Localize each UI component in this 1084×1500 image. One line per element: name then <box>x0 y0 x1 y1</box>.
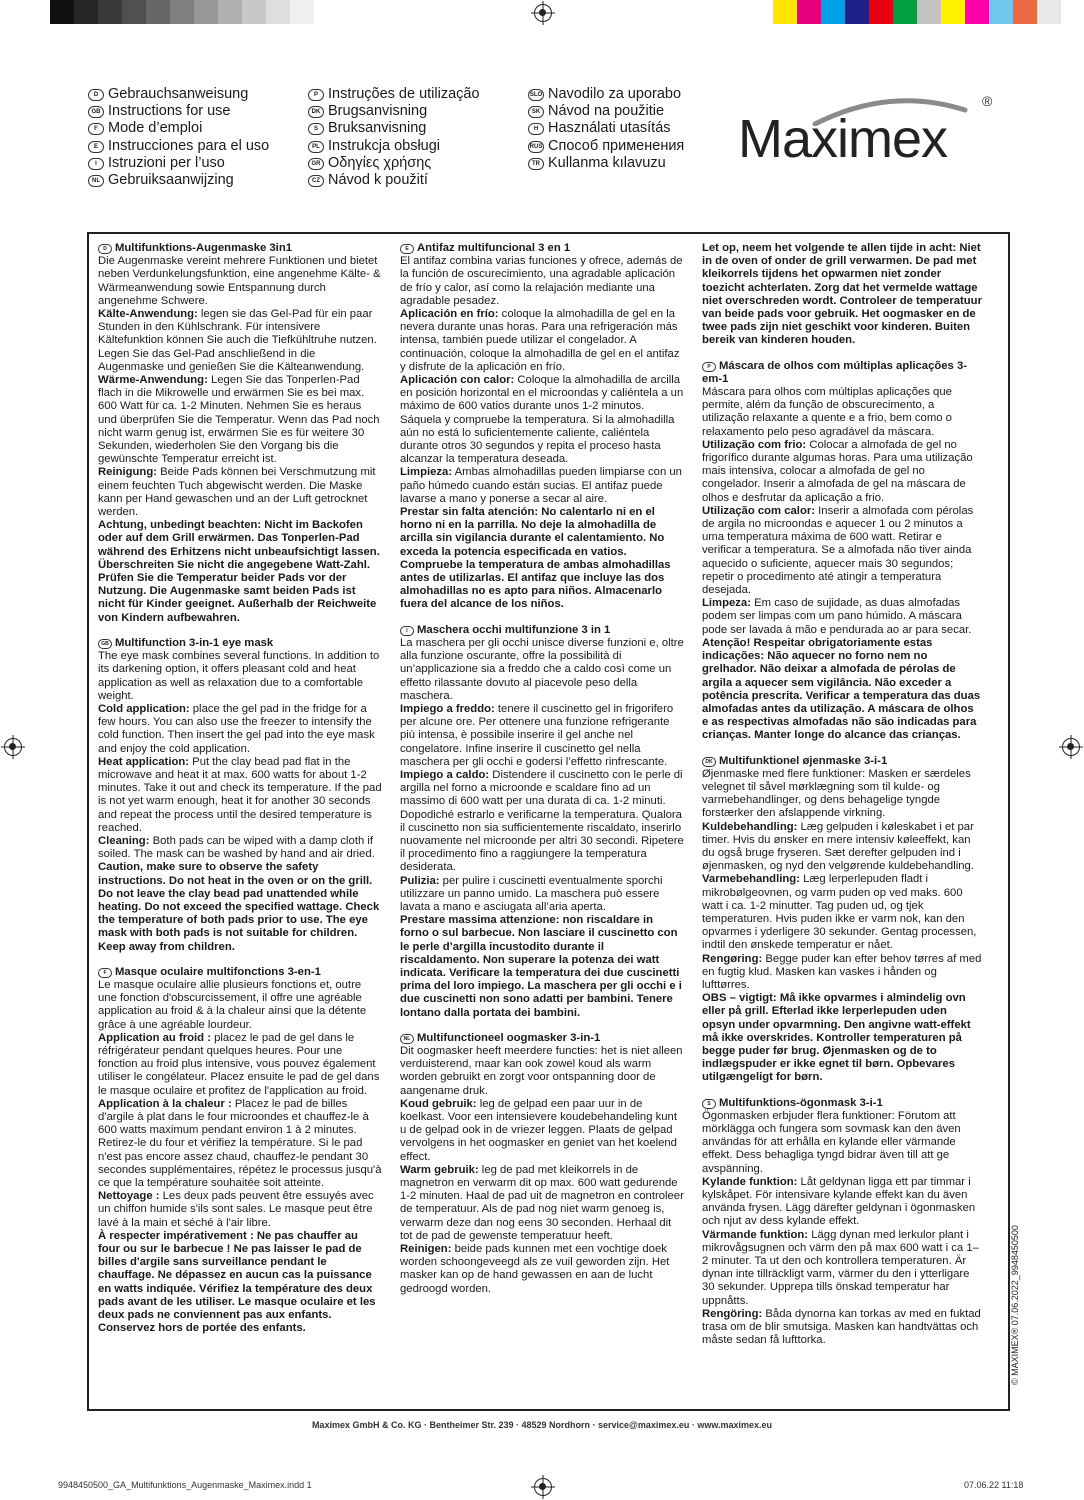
safety-warning-text: Atenção! Respeitar obrigatoriamente estas indicações: Não aquecer no forno nem no grelhador. Não deixar a almofada de pérolas de argila a aquecer sem vigilância. Não exceder a potência prescrita. Verificar a temperatura das duas almofadas antes da utilização. A máscara de olhos e as respectivas almofadas não são indicadas para crianças. Manter longe do alcance das crianças. <box>702 636 981 742</box>
paragraph-text: Låt geldynan ligga ett par timmar i kylskåpet. För intensivare kylande effekt kan du även använda frysen. Lägg därefter geldynan i ögonmasken och njut av dess kylande effekt. <box>702 1175 976 1228</box>
text-column-3 <box>702 242 982 1407</box>
paragraph-text: coloque la almohadilla de gel en la nevera durante unas horas. Para una refrigeración más intensa, también puede utilizar el congelador. A continuación, coloque la almohadilla de gel en el antifaz y disfrute de la aplicación en frío. <box>400 308 680 373</box>
paragraph <box>400 374 685 466</box>
paragraph <box>702 597 982 637</box>
paragraph-text: Le masque oculaire allie plusieurs fonctions et, outre une fonction d'obscurcissement, il offre une agréable application au froid & à la chaleur ainsi que la détente grâce à une agréable lourdeur. <box>98 978 367 1031</box>
language-item <box>528 86 684 103</box>
paragraph-text: Both pads can be wiped with a damp cloth if soiled. The mask can be washed by hand and air dried. <box>98 834 375 861</box>
paragraph-label: Impiego a freddo: <box>400 702 495 715</box>
paragraph-text: Colocar a almofada de gel no frigorífico durante algumas horas. Para uma utilização mais intensiva, colocar a almofada de gel no congelador. Inserir a almofada de gel na máscara de olhos e desfrutar da aplicação a frio. <box>702 438 973 504</box>
paragraph <box>400 703 685 769</box>
paragraph <box>98 1230 383 1336</box>
gray-swatch <box>290 0 314 24</box>
paragraph <box>400 637 685 703</box>
paragraph <box>98 255 383 308</box>
language-label: Gebruiksaanwijzing <box>108 172 234 189</box>
paragraph-text: per pulire i cuscinetti eventualmente sporchi utilizzare un panno umido. La maschera può essere lavata a mano e asciugata all’aria aperta. <box>400 874 663 913</box>
language-item <box>308 138 480 155</box>
language-item <box>88 103 269 120</box>
paragraph <box>400 1164 685 1243</box>
grayscale-color-bar <box>50 0 314 24</box>
language-label: Návod k použití <box>328 172 428 189</box>
language-label: Gebrauchsanweisung <box>108 86 249 102</box>
color-swatch <box>989 0 1013 24</box>
paragraph-label: Värmande funktion: <box>702 1228 809 1241</box>
color-swatch <box>893 0 917 24</box>
paragraph-label: Reinigen: <box>400 1243 452 1256</box>
language-code-badge: RUS <box>528 141 544 153</box>
paragraph <box>400 1098 685 1164</box>
paragraph <box>702 1229 982 1308</box>
paragraph <box>400 506 685 612</box>
color-swatch <box>941 0 965 24</box>
safety-warning-text: À respecter impérativement : Ne pas chauffer au four ou sur le barbecue ! Ne pas laisser le pad de billes d'argile sans surveillance pendant le chauffage. Ne dépassez en aucun cas la puissance en watts indiquée. Vérifiez la température des deux pads avant de les utiliser. Le masque oculaire et les deux pads ne conviennent pas aux enfants. Conservez hors de portée des enfants. <box>98 1229 376 1335</box>
paragraph-text: La maschera per gli occhi unisce diverse funzioni e, oltre alla funzione oscurante, offre la possibilità di un’applicazione sia a freddo che a caldo così come un effetto rilassante dovuto al piacevole peso della maschera. <box>400 636 684 702</box>
language-label: Brugsanvisning <box>328 103 428 120</box>
language-code-badge: NL <box>400 1034 414 1044</box>
paragraph-label: Kälte-Anwendung: <box>98 308 198 321</box>
paragraph <box>400 308 685 374</box>
language-label: Instrucciones para el uso <box>108 137 270 154</box>
section-heading <box>400 242 685 255</box>
paragraph-text: Ambas almohadillas pueden limpiarse con un paño húmedo cuando están sucias. El antifaz puede lavarse a mano y ponerse a secar al aire. <box>400 466 682 505</box>
paragraph <box>98 1190 383 1230</box>
gray-swatch <box>242 0 266 24</box>
language-label: Instruções de utilização <box>328 86 480 102</box>
language-label: Bruksanvisning <box>328 120 427 137</box>
section-title: Antifaz multifuncional 3 en 1 <box>417 242 571 254</box>
brand-logo: Maximex <box>738 109 948 169</box>
paragraph-text: Put the clay bead pad flat in the microwave and heat it at max. 600 watts for about 1-2 minutes. Take it out and check its temperature. If the pad is not yet warm enough, heat it for another 30 seconds and repeat the process until the desired temperature is reached. <box>98 755 382 834</box>
language-code-badge: F <box>88 123 104 135</box>
color-swatch <box>797 0 821 24</box>
language-section <box>702 360 982 743</box>
paragraph-label: Limpeza: <box>702 597 751 610</box>
language-section <box>702 242 982 348</box>
paragraph-label: Rengøring: <box>702 952 763 965</box>
paragraph-label: Impiego a caldo: <box>400 768 490 781</box>
paragraph-text: legen sie das Gel-Pad für ein paar Stunden in den Kühlschrank. Für intensivere Kältefunktion können Sie auch die Tiefkühltruhe nutzen. Legen Sie das Gel-Pad anschließend in die Augenmaske und genießen Sie die Kälteanwendung. <box>98 308 377 373</box>
date-slug: 07.06.22 11:18 <box>964 1480 1024 1490</box>
color-swatch <box>917 0 941 24</box>
language-item <box>308 103 480 120</box>
safety-warning-text: Caution, make sure to observe the safety instructions. Do not heat in the oven or on the grill. Do not leave the clay bead pad unattended while heating. Do not exceed the specified wattage. Check the temperature of both pads prior to use. The eye mask with both pads is not suitable for children. Keep away from children. <box>98 861 380 953</box>
language-code-badge: DK <box>308 106 324 118</box>
color-swatch <box>845 0 869 24</box>
language-label: Instrukcja obsługi <box>328 137 441 154</box>
language-section <box>98 966 383 1336</box>
section-title: Multifunktions-ögonmask 3-i-1 <box>719 1096 883 1109</box>
paragraph-label: Pulizia: <box>400 874 440 887</box>
paragraph-text: place the gel pad in the fridge for a few hours. You can also use the freezer to intensify the cold function. Then insert the gel pad into the eye mask and enjoy the cold application. <box>98 702 375 755</box>
paragraph-label: Rengöring: <box>702 1307 763 1320</box>
text-column-2 <box>400 242 685 1407</box>
language-section <box>702 755 982 1085</box>
color-swatch <box>1013 0 1037 24</box>
section-title: Multifunktions-Augenmaske 3in1 <box>115 242 293 254</box>
language-item <box>308 155 480 172</box>
paragraph <box>98 835 383 861</box>
paragraph-label: Wärme-Anwendung: <box>98 374 208 387</box>
paragraph-text: Placez le pad de billes d'argile à plat dans le four microondes et chauffez-le à 600 watts maximum pendant environ 1 à 2 minutes. Retirez-le du four et vérifiez la température. Si le pad n'est pas encore assez chaud, chauffez-le pendant 30 secondes supplémentaires, répétez le processus jusqu'à ce que la température souhaitée soit atteinte. <box>98 1097 382 1190</box>
paragraph <box>98 519 383 625</box>
language-item <box>528 138 684 155</box>
paragraph-text: Læg lerperlepuden fladt i mikrobølgeovnen, og varm puden op ved maks. 600 watt i ca. 1-2 minutter. Tag puden ud, og tjek temperaturen. Hvis puden ikke er varm nok, kan den opvarmes i yderligere 30 sekunder. Gentag processen, indtil den ønskede temperatur er nået. <box>702 873 977 952</box>
paragraph-label: Reinigung: <box>98 466 157 479</box>
language-code-badge: SK <box>528 106 544 118</box>
language-code-badge: E <box>88 141 104 153</box>
section-title: Multifunktionel øjenmaske 3-i-1 <box>719 754 888 767</box>
paragraph <box>98 466 383 519</box>
paragraph <box>702 439 982 505</box>
paragraph-text: Distendere il cuscinetto con le perle di argilla nel forno a microonde e scaldare fino ad un massimo di 600 watt per una durata di ca. 1-2 minuti. Dopodiché estrarlo e verificarne la temperatura. Qualora il cuscinetto non sia sufficientemente riscaldato, inserirlo nuovamente nel microonde per altri 30 secondi. Ripetere il procedimento fino a raggiungere la temperatura desiderata. <box>400 768 684 874</box>
language-section <box>400 1032 685 1296</box>
language-code-badge: NL <box>88 175 104 187</box>
safety-warning-text: Prestar sin falta atención: No calentarlo ni en el horno ni en la parrilla. No deje la almohadilla de arcilla sin vigilancia durante el calentamiento. No exceda la potencia especificada en vatios. Compruebe la temperatura de ambas almohadillas antes de utilizarlas. El antifaz que incluye las dos almohadillas no es apto para niños. Almacenarlo fuera del alcance de los niños. <box>400 506 671 611</box>
safety-warning-text: Let op, neem het volgende te allen tijde in acht: Niet in de oven of onder de grill verwarmen. De pad met kleikorrels tijdens het opwarmen niet zonder toezicht achterlaten. Zorg dat het vermelde wattage niet overschreden wordt. Controleer de temperatuur van beide pads voor gebruik. Het oogmasker en de twee pads zijn niet geschikt voor kinderen. Buiten bereik van kinderen houden. <box>702 242 982 347</box>
language-section <box>400 624 685 1020</box>
color-swatch <box>869 0 893 24</box>
paragraph <box>702 768 982 821</box>
paragraph-label: Aplicación en frío: <box>400 308 499 321</box>
language-list-1 <box>88 86 269 189</box>
language-code-badge: P <box>702 362 716 372</box>
language-code-badge: SLO <box>528 89 544 101</box>
paragraph <box>702 1110 982 1176</box>
language-label: Návod na použitie <box>548 103 665 120</box>
language-list-2 <box>308 86 480 189</box>
paragraph-text: beide pads kunnen met een vochtige doek worden schoongeveegd als ze vuil geworden zijn. Het masker kan op de hand gewassen en aan de lucht gedroogd worden. <box>400 1243 670 1295</box>
paragraph <box>98 1098 383 1190</box>
language-label: Használati utasítás <box>548 120 671 137</box>
language-code-badge: DK <box>702 757 716 767</box>
language-code-badge: PL <box>308 141 324 153</box>
language-code-badge: F <box>98 968 112 978</box>
section-heading <box>98 242 383 255</box>
paragraph <box>98 979 383 1032</box>
language-code-badge: CZ <box>308 175 324 187</box>
section-heading <box>400 624 685 637</box>
paragraph <box>400 1243 685 1296</box>
language-code-badge: I <box>88 158 104 170</box>
language-code-badge: E <box>400 244 414 254</box>
paragraph-label: Cold application: <box>98 702 190 715</box>
paragraph <box>400 255 685 308</box>
section-title: Masque oculaire multifonctions 3-en-1 <box>115 965 321 978</box>
language-item <box>528 120 684 137</box>
paragraph <box>400 914 685 1020</box>
paragraph-text: leg de gelpad een paar uur in de koelkast. Voor een intensievere koudebehandeling kunt u de gelpad ook in de vriezer leggen. Plaats de gelpad vervolgens in het oogmasker en geniet van het koelend effect. <box>400 1097 677 1163</box>
gray-swatch <box>218 0 242 24</box>
registration-mark-right <box>1062 738 1080 756</box>
language-section <box>98 637 383 954</box>
paragraph-text: Ögonmasken erbjuder flera funktioner: Förutom att mörklägga och fungera som sovmask kan den även användas för att erhålla en kylande eller värmande effekt. Dess behagliga tyngd bidrar även till att ge avspänning. <box>702 1109 961 1175</box>
paragraph-text: Dit oogmasker heeft meerdere functies: het is niet alleen verduisterend, maar kan ook zowel koud als warm worden gebruikt en zorgt voor ontspanning door de aangename druk. <box>400 1044 683 1097</box>
paragraph <box>98 650 383 703</box>
language-item <box>88 138 269 155</box>
paragraph <box>702 386 982 439</box>
paragraph-text: Båda dynorna kan torkas av med en fuktad trasa om de blir smutsiga. Masken kan handtvättas och måste sedan få lufttorka. <box>702 1307 981 1347</box>
safety-warning-text: OBS – vigtigt: Må ikke opvarmes i almindelig ovn eller på grill. Efterlad ikke lerperlepuden uden opsyn under opvarmning. Den angivne watt-effekt må ikke overskrides. Kontroller temperaturen på begge puder før brug. Øjenmasken og de to indlægspuder er ikke egnet til børn. Opbevares utilgængeligt for børn. <box>702 992 971 1084</box>
paragraph-text: leg de pad met kleikorrels in de magnetron en verwarm dit op max. 600 watt gedurende 1-2 minuten. Haal de pad uit de magnetron en controleer de temperatuur. Als de pad nog niet warm genoeg is, verwarm deze dan nog eens 30 seconden. Herhaal dit tot de pad de gewenste temperatuur heeft. <box>400 1163 684 1242</box>
paragraph-text: tenere il cuscinetto gel in frigorifero per alcune ore. Per ottenere una funzione refrigerante più intensa, è possibile inserire il gel anche nel congelatore. Infine inserire il cuscinetto gel nella maschera per gli occhi e godersi l’effetto rinfrescante. <box>400 702 674 768</box>
language-code-badge: D <box>98 244 112 254</box>
section-title: Maschera occhi multifunzione 3 in 1 <box>417 623 611 636</box>
section-title: Multifunctioneel oogmasker 3-in-1 <box>417 1031 601 1044</box>
gray-swatch <box>74 0 98 24</box>
section-title: Multifunction 3-in-1 eye mask <box>115 636 274 649</box>
paragraph-label: Nettoyage : <box>98 1190 160 1203</box>
paragraph-label: Kylande funktion: <box>702 1175 798 1188</box>
language-label: Navodilo za uporabo <box>548 86 682 102</box>
language-code-badge: TR <box>528 158 544 170</box>
language-code-badge: S <box>702 1099 716 1109</box>
language-item <box>528 103 684 120</box>
paragraph <box>702 637 982 743</box>
gray-swatch <box>194 0 218 24</box>
language-item <box>308 120 480 137</box>
gray-swatch <box>50 0 74 24</box>
language-item <box>308 172 480 189</box>
section-title: Máscara de olhos com múltiplas aplicações 3-em-1 <box>702 359 967 385</box>
paragraph-label: Warm gebruik: <box>400 1163 479 1176</box>
gray-swatch <box>122 0 146 24</box>
language-item <box>88 155 269 172</box>
paragraph <box>702 992 982 1084</box>
paragraph-text: Lägg dynan med lerkulor plant i mikrovågsugnen och värm den på max 600 watt i ca 1–2 minuter. Ta ut den och kontrollera temperaturen. Är dynan inte tillräckligt varm, värmer du den i ytterligare 30 sekunder. Upprepa tills önskad temperatur har uppnåtts. <box>702 1228 979 1307</box>
paragraph-label: Application à la chaleur : <box>98 1097 232 1110</box>
paragraph-label: Limpieza: <box>400 466 453 479</box>
paragraph-label: Utilização com calor: <box>702 504 816 517</box>
paragraph-text: Em caso de sujidade, as duas almofadas podem ser limpas com um pano húmido. A máscara pode ser lavada à mão e pendurada ao ar para secar. <box>702 597 972 636</box>
registered-mark: ® <box>982 93 993 109</box>
color-swatch <box>821 0 845 24</box>
language-code-badge: H <box>528 123 544 135</box>
paragraph-text: Læg gelpuden i køleskabet i et par timer. Hvis du ønsker en mere intensiv køleeffekt, kan du også bruge fryseren. Sæt derefter gelpuden ind i øjenmasken, og nyd den velgørende kuldebehandling. <box>702 820 974 873</box>
company-footer: Maximex GmbH & Co. KG · Bentheimer Str. 239 · 48529 Nordhorn · service@maximex.eu · www.maximex.eu <box>311 1420 773 1430</box>
language-code-badge: GR <box>308 158 324 170</box>
language-section <box>400 242 685 612</box>
paragraph-text: Máscara para olhos com múltiplas aplicações que permite, além da função de obscurecimento, a utilização relaxante a quente e a frio, bem como o relaxamento pelo peso agradável da máscara. <box>702 386 952 438</box>
registration-mark-bottom <box>534 1478 552 1496</box>
paragraph <box>702 953 982 993</box>
paragraph-label: Utilização com frio: <box>702 438 807 451</box>
color-swatch <box>773 0 797 24</box>
language-section <box>98 242 383 625</box>
registration-mark-top <box>534 4 552 22</box>
copyright-side-text: © MAXIMEX® 07.06.2022_9948450500 <box>1010 1225 1020 1385</box>
paragraph-label: Heat application: <box>98 755 190 768</box>
paragraph <box>702 821 982 874</box>
language-section <box>702 1097 982 1348</box>
language-code-badge: I <box>400 626 414 636</box>
paragraph <box>702 1308 982 1348</box>
paragraph-label: Varmebehandling: <box>702 873 800 886</box>
gray-swatch <box>98 0 122 24</box>
paragraph-text: El antifaz combina varias funciones y ofrece, además de la función de oscurecimiento, una agradable aplicación de frío y calor, así como la relajación mediante una agradable pesadez. <box>400 255 683 307</box>
paragraph <box>98 756 383 835</box>
language-code-badge: S <box>308 123 324 135</box>
paragraph <box>98 374 383 466</box>
section-heading <box>702 360 982 386</box>
paragraph <box>98 1032 383 1098</box>
paragraph <box>400 769 685 875</box>
safety-warning-text: Achtung, unbedingt beachten: Nicht im Backofen oder auf dem Grill erwärmen. Das Tonperlen-Pad während des Erhitzens nicht unbeaufsichtigt lassen. Überschreiten Sie nicht die angegebene Watt-Zahl. Prüfen Sie die Temperatur beider Pads vor der Nutzung. Die Augenmaske samt beiden Pads ist nicht für Kinder geeignet. Außerhalb der Reichweite von Kindern aufbewahren. <box>98 519 380 624</box>
paragraph <box>400 1045 685 1098</box>
language-code-badge: D <box>88 89 104 101</box>
language-item <box>308 86 480 103</box>
color-swatch <box>965 0 989 24</box>
file-slug: 9948450500_GA_Multifunktions_Augenmaske_Maximex.indd 1 <box>58 1480 312 1490</box>
paragraph <box>400 466 685 506</box>
section-heading <box>702 1097 982 1110</box>
paragraph-text: placez le pad de gel dans le réfrigérateur pendant quelques heures. Pour une fonction au froid plus intensive, vous pouvez également utiliser le congélateur. Placez ensuite le pad de gel dans le masque oculaire et profitez de l'application au froid. <box>98 1031 380 1097</box>
paragraph-text: Øjenmaske med flere funktioner: Masken er særdeles velegnet til såvel mørklægning som til kulde- og varmebehandlinger, og dens behagelige tyngde forstærker den afslappende virkning. <box>702 767 971 820</box>
gray-swatch <box>146 0 170 24</box>
language-label: Οδηγίες χρήσης <box>328 154 432 171</box>
language-item <box>88 86 269 103</box>
paragraph-text: Inserir a almofada com pérolas de argila no microondas e aquecer 1 ou 2 minutos a uma temperatura máxima de 600 watt. Retirar e verificar a temperatura. Se a almofada não tiver ainda aquecido o suficiente, aquecer mais 30 segundos; repetir o procedimento até atingir a temperatura desejada. <box>702 504 974 597</box>
paragraph-label: Aplicación con calor: <box>400 374 515 387</box>
color-swatch <box>1037 0 1061 24</box>
paragraph-text: The eye mask combines several functions. In addition to its darkening option, it offers pleasant cold and heat application as well as relaxation due to a comfortable weight. <box>98 650 380 702</box>
paragraph-text: Les deux pads peuvent être essuyés avec un chiffon humide s'ils sont sales. Le masque peut être lavé à la main et séché à l'air libre. <box>98 1190 374 1229</box>
section-heading <box>702 755 982 768</box>
safety-warning-text: Prestare massima attenzione: non riscaldare in forno o sul barbecue. Non lasciare il cuscinetto con le perle d’argilla incustodito durante il riscaldamento. Non superare la potenza dei watt indicata. Verificare la temperatura dei due cuscinetti prima del loro impiego. La maschera per gli occhi e i due cuscinetti non sono adatti per bambini. Tenere lontano dalla portata dei bambini. <box>400 914 682 1019</box>
section-heading <box>400 1032 685 1045</box>
paragraph <box>98 308 383 374</box>
language-label: Kullanma kılavuzu <box>548 154 666 171</box>
language-label: Istruzioni per l’uso <box>108 154 225 171</box>
paragraph <box>98 703 383 756</box>
language-label: Mode d’emploi <box>108 120 203 137</box>
paragraph-text: Legen Sie das Tonperlen-Pad flach in die Mikrowelle und erwärmen Sie es bei max. 600 Watt für ca. 1-2 Minuten. Nehmen Sie es heraus und überprüfen Sie die Temperatur. Wenn das Pad noch nicht warm genug ist, erwärmen Sie es für weitere 30 Sekunden, wiederholen Sie den Vorgang bis die gewünschte Temperatur erreicht ist. <box>98 374 380 466</box>
paragraph-label: Cleaning: <box>98 834 150 847</box>
paragraph-label: Koud gebruik: <box>400 1097 477 1110</box>
gray-swatch <box>170 0 194 24</box>
paragraph <box>702 242 982 348</box>
paragraph-label: Kuldebehandling: <box>702 820 798 833</box>
text-column-1 <box>98 242 383 1407</box>
language-item <box>88 172 269 189</box>
paragraph-text: Beide Pads können bei Verschmutzung mit einem feuchten Tuch abgewischt werden. Die Maske kann per Hand gewaschen und an der Luft getrocknet werden. <box>98 466 376 519</box>
paragraph-text: Begge puder kan efter behov tørres af med en fugtig klud. Masken kan vaskes i hånden og lufttørres. <box>702 952 982 991</box>
language-label: Instructions for use <box>108 103 231 120</box>
section-heading <box>98 966 383 979</box>
language-code-badge: P <box>308 89 324 101</box>
registration-mark-left <box>4 738 22 756</box>
cmyk-color-bar <box>773 0 1061 24</box>
language-code-badge: GB <box>98 639 112 649</box>
paragraph-text: Die Augenmaske vereint mehrere Funktionen und bietet neben Verdunkelungsfunktion, eine angenehme Kälte- & Wärmeanwendung sowie Entspannung durch angenehme Schwere. <box>98 255 381 307</box>
paragraph-label: Application au froid : <box>98 1031 211 1044</box>
section-heading <box>98 637 383 650</box>
language-item <box>88 120 269 137</box>
gray-swatch <box>266 0 290 24</box>
language-list-3 <box>528 86 684 172</box>
language-item <box>528 155 684 172</box>
language-label: Способ применения <box>548 137 685 154</box>
paragraph <box>702 1176 982 1229</box>
paragraph <box>702 873 982 952</box>
paragraph <box>98 861 383 953</box>
paragraph-text: Coloque la almohadilla de arcilla en posición horizontal en el microondas y caliéntela a un máximo de 600 vatios durante unos 1-2 minutos. Sáquela y compruebe la temperatura. Si la almohadilla aún no está lo suficientemente caliente, caliéntela durante otros 30 segundos y repita el proceso hasta alcanzar la temperatura deseada. <box>400 374 684 466</box>
paragraph <box>702 505 982 597</box>
paragraph <box>400 875 685 915</box>
language-code-badge: GB <box>88 106 104 118</box>
